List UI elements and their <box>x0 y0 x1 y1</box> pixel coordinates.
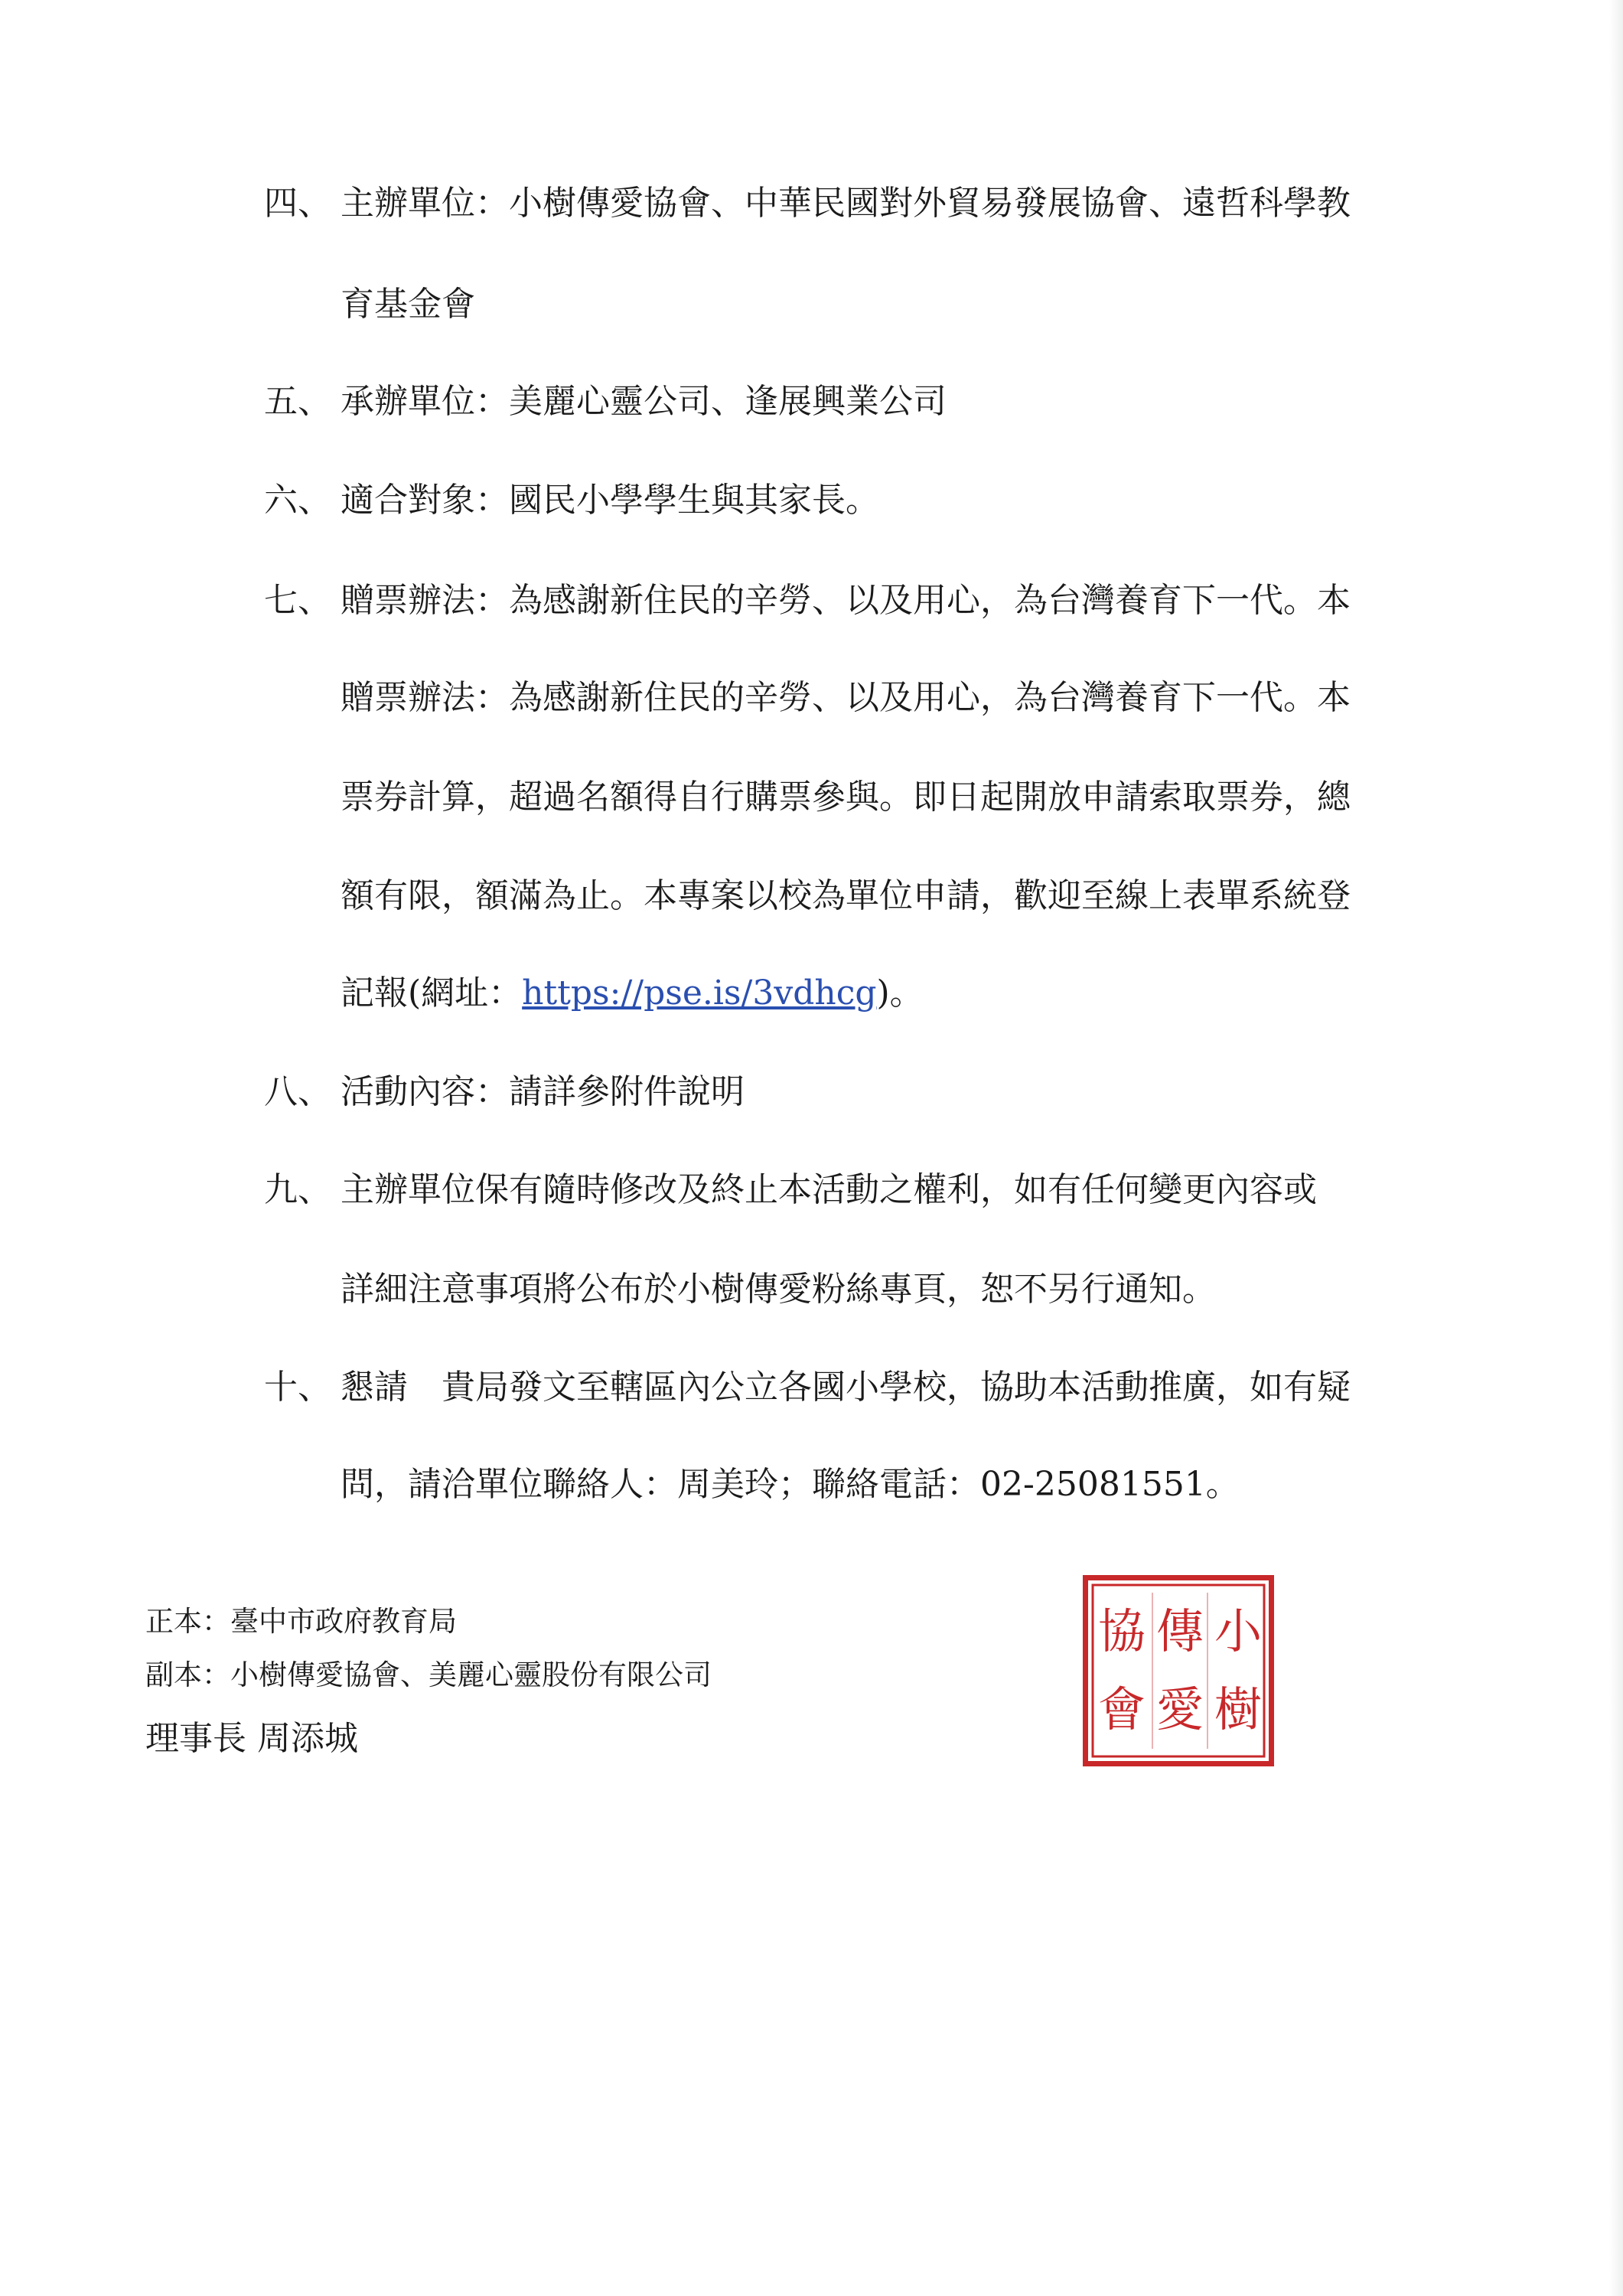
item-eight <box>264 1072 1473 1111</box>
item-seven-continuation: 贈票辦法：為感謝新住民的辛勞、以及用心，為台灣養育下一代。本 <box>341 678 1351 717</box>
registration-line <box>341 974 1473 1013</box>
item-nine-continuation: 詳細注意事項將公布於小樹傳愛粉絲專頁，恕不另行通知。 <box>341 1270 1216 1309</box>
seal-char: 小 <box>1214 1603 1263 1659</box>
copy-recipient: 副本：小樹傳愛協會、美麗心靈股份有限公司 <box>145 1658 712 1691</box>
chairman-signature: 理事長 周添城 <box>145 1719 358 1758</box>
item-text: 贈票辦法：為感謝新住民的辛勞、以及用心，為台灣養育下一代。本 <box>341 581 1351 620</box>
item-number: 八、 <box>264 1072 331 1111</box>
item-number: 五、 <box>264 382 331 421</box>
item-four <box>264 184 1473 223</box>
item-ten-continuation: 問，請洽單位聯絡人：周美玲；聯絡電話：02-25081551。 <box>341 1465 1240 1504</box>
registration-prefix: 記報(網址： <box>341 974 523 1013</box>
seal-char: 會 <box>1097 1681 1146 1737</box>
item-number: 九、 <box>264 1170 331 1209</box>
item-number: 七、 <box>264 581 331 620</box>
item-number: 十、 <box>264 1368 331 1407</box>
item-text: 主辦單位：小樹傳愛協會、中華民國對外貿易發展協會、遠哲科學教 <box>341 184 1351 223</box>
item-text: 承辦單位：美麗心靈公司、逢展興業公司 <box>341 382 947 421</box>
item-text: 適合對象：國民小學學生與其家長。 <box>341 481 879 520</box>
original-recipient: 正本：臺中市政府教育局 <box>145 1605 457 1638</box>
seal-char: 樹 <box>1214 1681 1263 1737</box>
seal-char: 愛 <box>1155 1681 1204 1737</box>
scan-edge-shadow <box>1609 0 1623 2296</box>
seal-graphic <box>1088 1580 1269 1761</box>
item-number: 四、 <box>264 184 331 223</box>
item-number: 六、 <box>264 481 331 520</box>
item-seven-continuation: 票券計算，超過名額得自行購票參與。即日起開放申請索取票券，總 <box>341 778 1351 817</box>
item-text: 主辦單位保有隨時修改及終止本活動之權利，如有任何變更內容或 <box>341 1170 1317 1209</box>
item-text: 懇請 貴局發文至轄區內公立各國小學校，協助本活動推廣，如有疑 <box>341 1368 1351 1407</box>
item-text: 活動內容：請詳參附件說明 <box>341 1072 745 1111</box>
registration-suffix: )。 <box>876 974 924 1013</box>
item-ten <box>264 1368 1473 1407</box>
item-seven-continuation: 額有限，額滿為止。本專案以校為單位申請，歡迎至線上表單系統登 <box>341 876 1351 915</box>
seal-char: 傳 <box>1155 1603 1204 1659</box>
association-seal <box>1083 1575 1274 1766</box>
registration-link[interactable]: https://pse.is/3vdhcg <box>522 974 877 1013</box>
item-five <box>264 382 1473 421</box>
item-four-continuation: 育基金會 <box>341 285 475 324</box>
item-seven <box>264 581 1473 620</box>
item-nine <box>264 1170 1473 1209</box>
item-six <box>264 481 1473 520</box>
seal-char: 協 <box>1097 1603 1146 1659</box>
